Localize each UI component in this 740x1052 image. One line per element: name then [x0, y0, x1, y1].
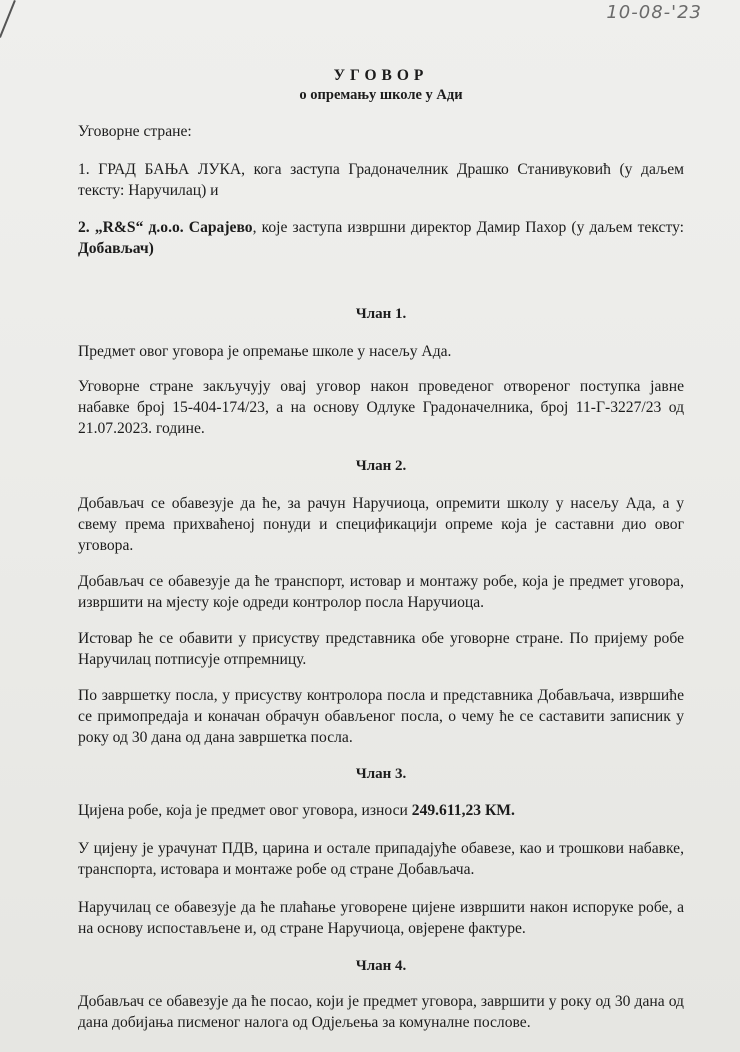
article-2-paragraph-4: По завршетку посла, у присуству контролора посла и представника Добављача, извршиће се примопредаја и коначан обрачун обављеног посла, о чему ће се саставити записник у року од 30 дана од дана завршетка посла.: [78, 687, 684, 746]
party-2-number: 2.: [78, 219, 90, 236]
party-1-details: , кога заступа Градоначелник Драшко Станивуковић (у даљем тексту: Наручилац) и: [78, 161, 684, 199]
party-2-role: Добављач): [78, 240, 154, 257]
article-4-heading: Члан 4.: [355, 958, 407, 974]
article-3-paragraph-2: У цијену је урачунат ПДВ, царина и остале припадајуће обавезе, као и трошкови набавке, транспорта, истовара и монтаже робе од стране Добављача.: [78, 840, 684, 878]
article-2-paragraph-1: Добављач се обавезује да ће, за рачун Наручиоца, опремити школу у насељу Ада, а у свему према прихваћеној понуди и спецификацији опреме која је саставни дио овог уговора.: [78, 495, 684, 554]
document-subtitle: о опремању школе у Ади: [299, 87, 463, 103]
document-title: УГОВОР: [333, 67, 429, 84]
price-text: Цијена робе, која је предмет овог уговора, износи: [78, 802, 412, 819]
article-2-paragraph-3: Истовар ће се обавити у присуству представника обе уговорне стране. По пријему робе Наручилац потписује отпремницу.: [78, 630, 684, 668]
page-fold-mark: [0, 0, 16, 38]
contract-body: [78, 66, 684, 1033]
article-4-paragraph-1: Добављач се обавезује да ће посао, који је предмет уговора, завршити у року од 30 дана од дана добијања писменог налога од Одјељења за комуналне послове.: [78, 993, 684, 1031]
party-2-details: , које заступа извршни директор Дамир Пахор (у даљем тексту:: [252, 219, 684, 236]
article-1-paragraph-2: Уговорне стране закључују овај уговор након проведеног отвореног поступка јавне набавке број 15-404-174/23, а на основу Одлуке Градоначелника, број 11-Г-3227/23 од 21.07.2023. године.: [78, 378, 684, 437]
party-2: [78, 217, 684, 259]
party-1-number: 1.: [78, 161, 90, 178]
article-1-paragraph-1: Предмет овог уговора је опремање школе у насељу Ада.: [78, 343, 452, 360]
article-2-paragraph-2: Добављач се обавезује да ће транспорт, истовар и монтажу робе, која је предмет уговора, извршити на мјесту које одреди контролор посла Наручиоца.: [78, 573, 684, 611]
party-1: [78, 159, 684, 201]
price-amount: 249.611,23 КМ.: [411, 802, 515, 819]
article-3-paragraph-1: [78, 800, 684, 821]
article-1-heading: Члан 1.: [355, 306, 407, 322]
article-3-heading: Члан 3.: [355, 766, 407, 782]
handwritten-date: 10-08-'23: [606, 2, 702, 23]
party-1-name: ГРАД БАЊА ЛУКА: [98, 161, 242, 178]
party-2-name: „R&S“ д.о.о. Сарајево: [94, 219, 253, 236]
article-2-heading: Члан 2.: [355, 458, 407, 474]
article-3-paragraph-3: Наручилац се обавезује да ће плаћање уговорене цијене извршити након испоруке робе, а на основу испостављене и, од стране Наручиоца, овјерене фактуре.: [78, 899, 684, 937]
parties-label: Уговорне стране:: [78, 123, 192, 140]
